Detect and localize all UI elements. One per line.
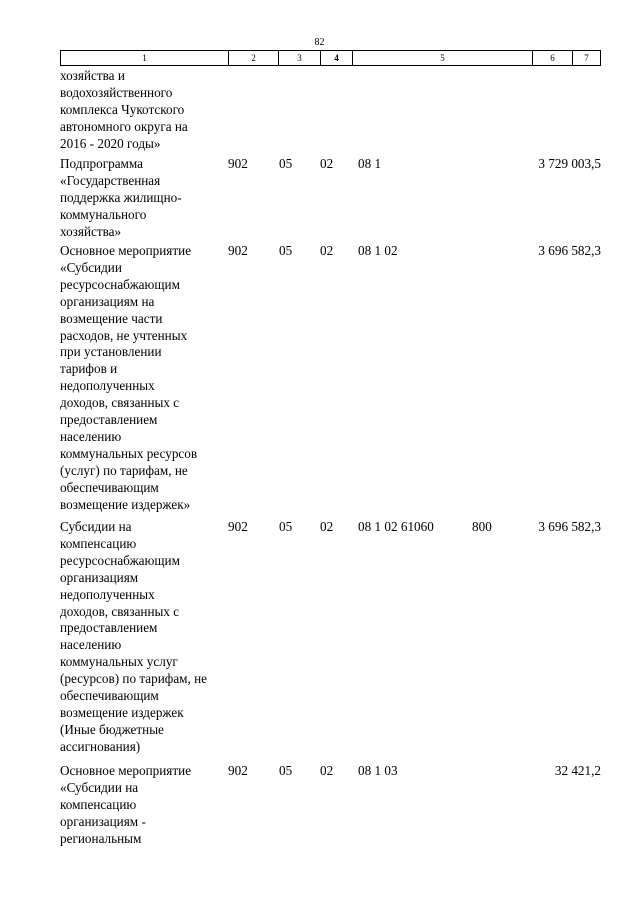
row-grbs: 902 xyxy=(228,156,248,171)
row-target-code: 08 1 02 61060 xyxy=(358,519,434,534)
header-col-3: 3 xyxy=(279,51,321,65)
page-number: 82 xyxy=(314,37,325,48)
table-header xyxy=(60,50,601,66)
header-col-2: 2 xyxy=(229,51,279,65)
row-section: 05 xyxy=(279,763,293,778)
header-col-4: 4 xyxy=(321,51,353,65)
header-col-5: 5 xyxy=(353,51,533,65)
row-target-code: 08 1 03 xyxy=(358,763,398,778)
row-subsection: 02 xyxy=(320,519,334,534)
header-col-7: 7 xyxy=(584,53,589,63)
row-subsection: 02 xyxy=(320,243,334,258)
row-section: 05 xyxy=(279,243,293,258)
header-col-6: 6 xyxy=(533,51,573,65)
row-sum: 3 696 582,3 xyxy=(538,519,601,534)
header-col-1: 1 xyxy=(61,51,229,65)
row-target-code: 08 1 xyxy=(358,156,382,171)
row-expense-type: 800 xyxy=(472,519,492,534)
row-section: 05 xyxy=(279,156,293,171)
row-name: хозяйства и водохозяйственного комплекса Чукотского автономного округа на 2016 - 2020 годы» xyxy=(60,68,188,151)
row-subsection: 02 xyxy=(320,763,334,778)
row-name: Субсидии на компенсацию ресурсоснабжающим организациям недополученных доходов, связанных с предоставлением населению коммунальных услуг (ресурсов) по тарифам, не обеспечивающим возмещение издержек (Иные бюджетные ассигнования) xyxy=(60,519,208,754)
row-target-code: 08 1 02 xyxy=(358,243,398,258)
row-sum: 3 696 582,3 xyxy=(538,243,601,258)
row-name: Основное мероприятие «Субсидии на компенсацию организациям - региональным xyxy=(60,763,192,846)
row-sum: 32 421,2 xyxy=(554,763,601,778)
row-name: Основное мероприятие «Субсидии ресурсоснабжающим организациям на возмещение части расходов, не учтенных при установлении тарифов и недополученных доходов, связанных с предоставлением населению коммунальных ресурсов (услуг) по тарифам, не обеспечивающим возмещение издержек» xyxy=(60,243,198,512)
row-grbs: 902 xyxy=(228,519,248,534)
row-sum: 3 729 003,5 xyxy=(538,156,601,171)
row-name: Подпрограмма «Государственная поддержка жилищно- коммунального хозяйства» xyxy=(60,156,182,239)
row-grbs: 902 xyxy=(228,763,248,778)
row-subsection: 02 xyxy=(320,156,334,171)
row-section: 05 xyxy=(279,519,293,534)
row-grbs: 902 xyxy=(228,243,248,258)
